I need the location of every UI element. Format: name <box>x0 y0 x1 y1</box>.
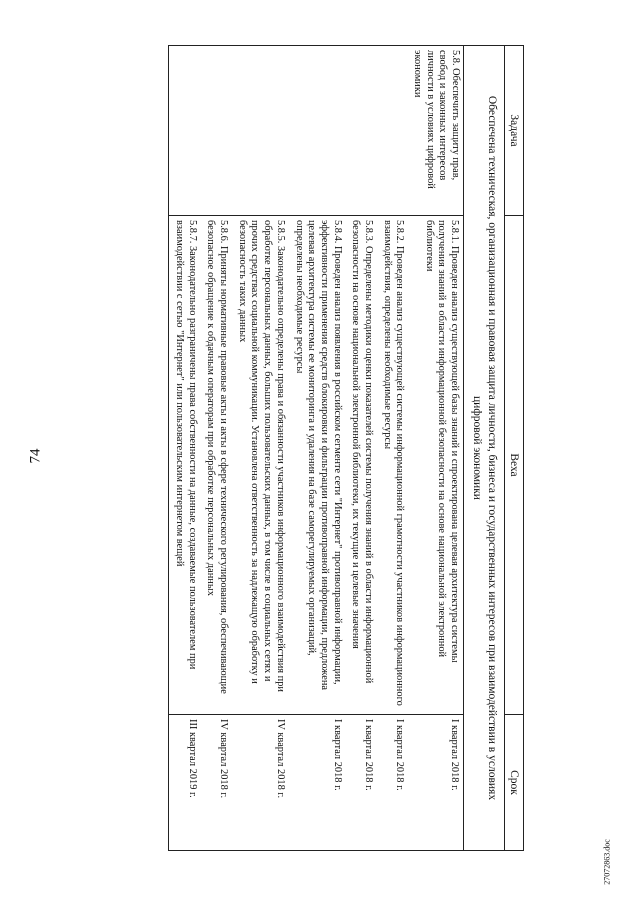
table-row <box>346 46 377 851</box>
milestone-due: IV квартал 2018 г. <box>232 715 289 851</box>
table-row <box>232 46 289 851</box>
task-cell: 5.8. Обеспечить защиту прав, свобод и законных интересов личности в условиях цифровой экономики <box>408 46 463 216</box>
milestone-text: 5.8.3. Определены методики оценки показателей системы получения знаний в области информационной безопасности на основе национальной электронной библиотеки, их текущие и целевые значения <box>346 216 377 715</box>
header-task: Задача <box>505 46 524 216</box>
milestone-due: IV квартал 2018 г. <box>201 715 232 851</box>
table-row <box>169 46 201 851</box>
table-row <box>377 46 408 851</box>
table-row <box>408 46 463 851</box>
page-number: 74 <box>27 448 44 464</box>
milestone-text: 5.8.7. Законодательно разграничены права собственности на данные, создаваемые пользователем при взаимодействии с сетью "Интернет" или пользовательским интернетом вещей <box>169 216 201 715</box>
header-milestone: Веха <box>505 216 524 715</box>
section-row <box>464 46 505 851</box>
milestone-due: I квартал 2018 г. <box>289 715 346 851</box>
milestones-table <box>168 45 524 851</box>
milestone-text: 5.8.2. Проведен анализ существующей системы информационной грамотности участников информационного взаимодействия, определены необходимые ресурсы <box>377 216 408 715</box>
table-row <box>289 46 346 851</box>
footer-filename: 27072863.doc <box>602 839 612 885</box>
rotated-table-area <box>74 45 524 850</box>
header-row <box>505 46 524 851</box>
milestone-text: 5.8.5. Законодательно определены права и обязанности участников информационного взаимодействия при обработке персональных данных, больших пользовательских данных, в том числе в социальных сетях и прочих средствах социальной коммуникации. Установлена ответственность за надлежащую обработку и безопасность таких данных <box>232 216 289 715</box>
milestone-text: 5.8.6. Приняты нормативные правовые акты и акты в сфере технического регулирования, обеспечивающие безопасное обращение к обдачным операторам при обработке персональных данных <box>201 216 232 715</box>
milestone-text: 5.8.4. Проведен анализ появления в российском сегменте сети "Интернет" противоправной информации, эффективности применения средств блокировки и фильтрации противоправной информации, предложена целевая архитектура системы ее мониторинга и удаления на базе саморегулируемых организаций, определены необходимые ресурсы <box>289 216 346 715</box>
section-title: Обеспечена техническая, организационная и правовая защита личности, бизнеса и государственных интересов при взаимодействии в условиях цифровой экономики <box>464 46 505 851</box>
milestone-due: I квартал 2018 г. <box>377 715 408 851</box>
milestone-due: III квартал 2019 г. <box>169 715 201 851</box>
table-row <box>201 46 232 851</box>
milestone-due: I квартал 2018 г. <box>346 715 377 851</box>
milestone-due: I квартал 2018 г. <box>408 715 463 851</box>
milestone-text: 5.8.1. Проведен анализ существующей базы знаний и спроектирована целевая архитектура системы получения знаний в области информационной безопасности на основе национальной электронной библиотеки <box>408 216 463 715</box>
header-due: Срок <box>505 715 524 851</box>
